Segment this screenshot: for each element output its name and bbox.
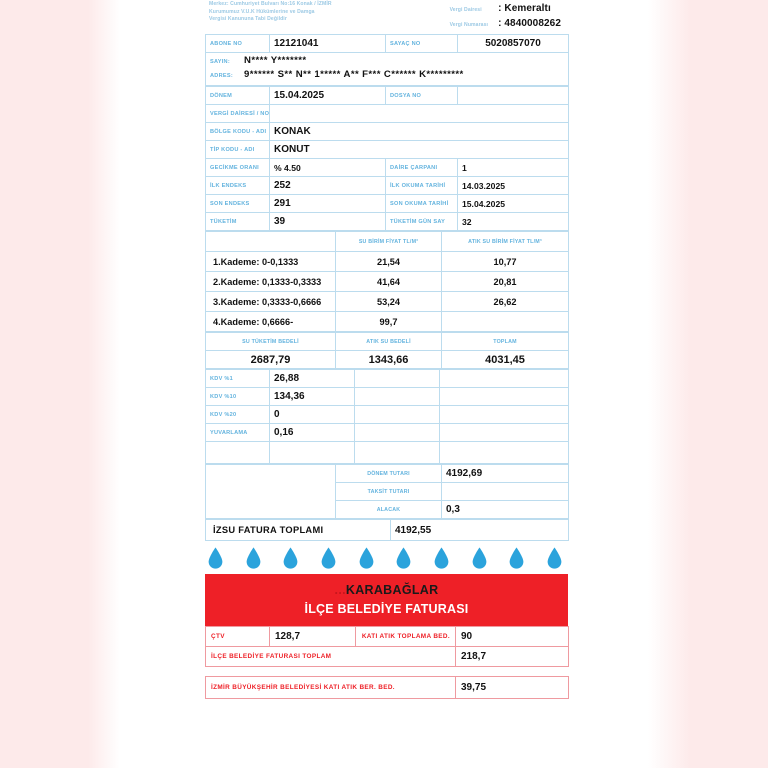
son-okuma-value: 15.04.2025 (458, 195, 569, 213)
tax-office-value: : Kemeraltı (498, 3, 551, 14)
izsu-total-label: İZSU FATURA TOPLAMI (206, 520, 391, 541)
municipality-subtitle: İLÇE BELEDİYE FATURASI (304, 602, 469, 616)
address-row (210, 69, 564, 80)
taksit-tutari-value (442, 483, 569, 501)
kdv-label: KDV %10 (206, 388, 270, 406)
ilk-okuma-value: 14.03.2025 (458, 177, 569, 195)
water-drop-divider (195, 541, 575, 574)
table-row (206, 123, 569, 141)
water-drop-icon (472, 547, 487, 569)
tariff-waste-price: 20,81 (442, 272, 569, 292)
tip-label: TİP KODU - ADI (206, 141, 270, 159)
su-tuketim-value: 2687,79 (206, 351, 336, 369)
kati-atik-value: 90 (456, 627, 569, 647)
waste-unit-price-header: ATIK SU BİRİM FİYAT TL/M³ (442, 232, 569, 252)
water-drop-icon (283, 547, 298, 569)
tax-office-label: Vergi Dairesi (449, 7, 482, 13)
kdv-empty-cell (355, 424, 440, 442)
atik-su-value: 1343,66 (336, 351, 442, 369)
alacak-label: ALACAK (336, 501, 442, 519)
table-header-row (206, 333, 569, 351)
ilk-endeks-value: 252 (270, 177, 386, 195)
toplam-value: 4031,45 (442, 351, 569, 369)
table-row (206, 53, 569, 86)
izsu-total-value: 4192,55 (391, 520, 569, 541)
ilce-toplam-value: 218,7 (456, 647, 569, 667)
table-header-row (206, 232, 569, 252)
kdv-empty-cell (440, 370, 569, 388)
son-endeks-value: 291 (270, 195, 386, 213)
dosya-no-value (458, 87, 569, 105)
tariff-waste-price: 26,62 (442, 292, 569, 312)
table-row (206, 35, 569, 53)
kdv-value: 134,36 (270, 388, 355, 406)
table-row (206, 87, 569, 105)
kdv-empty-cell (355, 406, 440, 424)
table-row (206, 272, 569, 292)
subscriber-table (205, 34, 569, 86)
table-row (206, 159, 569, 177)
vergi-dairesi-no-value (270, 105, 569, 123)
water-drop-icon (321, 547, 336, 569)
water-drop-icon (547, 547, 562, 569)
table-row (206, 141, 569, 159)
tariff-table (205, 231, 569, 332)
alacak-value: 0,3 (442, 501, 569, 519)
ilk-okuma-label: İLK OKUMA TARİHİ (386, 177, 458, 195)
kdv-empty-cell (440, 388, 569, 406)
table-row (206, 195, 569, 213)
ctv-value: 128,7 (270, 627, 356, 647)
buyuksehir-label: İZMİR BÜYÜKŞEHİR BELEDİYESİ KATI ATIK BER. BED. (206, 677, 456, 699)
sayin-value: N**** Y******* (244, 55, 307, 66)
invoice-header (195, 0, 575, 34)
ilk-endeks-label: İLK ENDEKS (206, 177, 270, 195)
donem-tutari-value: 4192,69 (442, 465, 569, 483)
table-row (206, 177, 569, 195)
tariff-water-price: 99,7 (336, 312, 442, 332)
table-row (206, 677, 569, 699)
adres-label: ADRES: (210, 73, 233, 79)
ctv-label: ÇTV (206, 627, 270, 647)
tariff-water-price: 53,24 (336, 292, 442, 312)
gecikme-label: GECİKME ORANI (206, 159, 270, 177)
amounts-table (205, 332, 569, 369)
kdv-empty-cell (355, 370, 440, 388)
name-row (210, 55, 564, 66)
tariff-water-price: 21,54 (336, 252, 442, 272)
tax-office-row (450, 1, 561, 16)
kdv-label: KDV %1 (206, 370, 270, 388)
water-drop-icon (359, 547, 374, 569)
municipality-town-name: KARABAĞLAR (345, 583, 439, 597)
table-row (206, 105, 569, 123)
tariff-water-price: 41,64 (336, 272, 442, 292)
table-row (206, 213, 569, 231)
kdv-value: 26,88 (270, 370, 355, 388)
sayin-label: SAYIN: (210, 59, 230, 65)
water-drop-icon (246, 547, 261, 569)
company-address-line: Merkez: Cumhuriyet Bulvarı No:16 Konak / İZMİR (209, 1, 332, 7)
donem-label: DÖNEM (206, 87, 270, 105)
bolge-value: KONAK (270, 123, 569, 141)
tariff-tier-name: 1.Kademe: 0-0,1333 (206, 252, 336, 272)
table-row (206, 252, 569, 272)
tariff-waste-price (442, 312, 569, 332)
kdv-empty-cell (355, 388, 440, 406)
son-okuma-label: SON OKUMA TARİHİ (386, 195, 458, 213)
table-row (206, 292, 569, 312)
table-row (206, 388, 569, 406)
details-table (205, 86, 569, 231)
table-row (206, 442, 569, 464)
table-row (206, 627, 569, 647)
water-drop-icon (208, 547, 223, 569)
yuvarlama-label: YUVARLAMA (206, 424, 270, 442)
company-legal-text (209, 1, 332, 31)
kati-atik-label: KATI ATIK TOPLAMA BED. (356, 627, 456, 647)
metropolitan-table (205, 676, 569, 699)
municipality-banner (205, 574, 568, 626)
donem-value: 15.04.2025 (270, 87, 386, 105)
table-row (206, 370, 569, 388)
water-unit-price-header: SU BİRİM FİYAT TL/M³ (336, 232, 442, 252)
ilce-toplam-label: İLÇE BELEDİYE FATURASI TOPLAM (206, 647, 456, 667)
daire-carpani-value: 1 (458, 159, 569, 177)
tax-number-value: : 4840008262 (498, 18, 561, 29)
spacer-cell (270, 442, 355, 464)
donem-tutari-label: DÖNEM TUTARI (336, 465, 442, 483)
company-legal-line-2: Vergisi Kanununa Tabi Değildir (209, 16, 287, 23)
tariff-tier-name: 2.Kademe: 0,1333-0,3333 (206, 272, 336, 292)
vergi-dairesi-no-label: VERGİ DAİRESİ / NO (206, 105, 270, 123)
name-address-cell (206, 53, 569, 86)
tip-value: KONUT (270, 141, 569, 159)
table-row (206, 647, 569, 667)
table-row (206, 351, 569, 369)
adres-value: 9****** S** N** 1***** A** F*** C****** K********* (244, 69, 464, 80)
izsu-total-table (205, 519, 569, 541)
spacer-cell (440, 442, 569, 464)
taksit-tutari-label: TAKSİT TUTARI (336, 483, 442, 501)
spacer-cell (206, 442, 270, 464)
tax-number-row (450, 16, 561, 31)
table-row (206, 465, 569, 483)
invoice-document (195, 0, 575, 768)
tariff-corner-cell (206, 232, 336, 252)
table-row (206, 406, 569, 424)
kdv-empty-cell (440, 424, 569, 442)
yuvarlama-value: 0,16 (270, 424, 355, 442)
table-row (206, 312, 569, 332)
spacer-cell (355, 442, 440, 464)
tuketim-gun-label: TÜKETİM GÜN SAY (386, 213, 458, 231)
kdv-value: 0 (270, 406, 355, 424)
company-legal-line-1: Kurumumuz V.U.K Hükümlerine ve Damga (209, 8, 315, 15)
dosya-no-label: DOSYA NO (386, 87, 458, 105)
sayac-no-label: SAYAÇ NO (386, 35, 458, 53)
municipality-dots: ... (334, 583, 346, 597)
period-blank-cell (206, 465, 336, 519)
water-drop-icon (434, 547, 449, 569)
bolge-label: BÖLGE KODU - ADI (206, 123, 270, 141)
kdv-label: KDV %20 (206, 406, 270, 424)
kdv-table (205, 369, 569, 464)
water-drop-icon (509, 547, 524, 569)
tuketim-gun-value: 32 (458, 213, 569, 231)
municipality-town (205, 583, 568, 597)
table-row (206, 424, 569, 442)
su-tuketim-label: SU TÜKETİM BEDELİ (206, 333, 336, 351)
section-gap (195, 667, 575, 676)
toplam-label: TOPLAM (442, 333, 569, 351)
table-row (206, 520, 569, 541)
tax-info (450, 1, 561, 31)
daire-carpani-label: DAİRE ÇARPANI (386, 159, 458, 177)
tariff-tier-name: 3.Kademe: 0,3333-0,6666 (206, 292, 336, 312)
gecikme-value: % 4.50 (270, 159, 386, 177)
tuketim-value: 39 (270, 213, 386, 231)
municipality-table (205, 626, 569, 667)
tuketim-label: TÜKETİM (206, 213, 270, 231)
abone-no-value: 12121041 (270, 35, 386, 53)
buyuksehir-value: 39,75 (456, 677, 569, 699)
kdv-empty-cell (440, 406, 569, 424)
period-totals-table (205, 464, 569, 519)
atik-su-label: ATIK SU BEDELİ (336, 333, 442, 351)
son-endeks-label: SON ENDEKS (206, 195, 270, 213)
tariff-waste-price: 10,77 (442, 252, 569, 272)
tax-number-label: Vergi Numarası (449, 22, 489, 28)
sayac-no-value: 5020857070 (458, 35, 569, 53)
tariff-tier-name: 4.Kademe: 0,6666- (206, 312, 336, 332)
abone-no-label: ABONE NO (206, 35, 270, 53)
water-drop-icon (396, 547, 411, 569)
